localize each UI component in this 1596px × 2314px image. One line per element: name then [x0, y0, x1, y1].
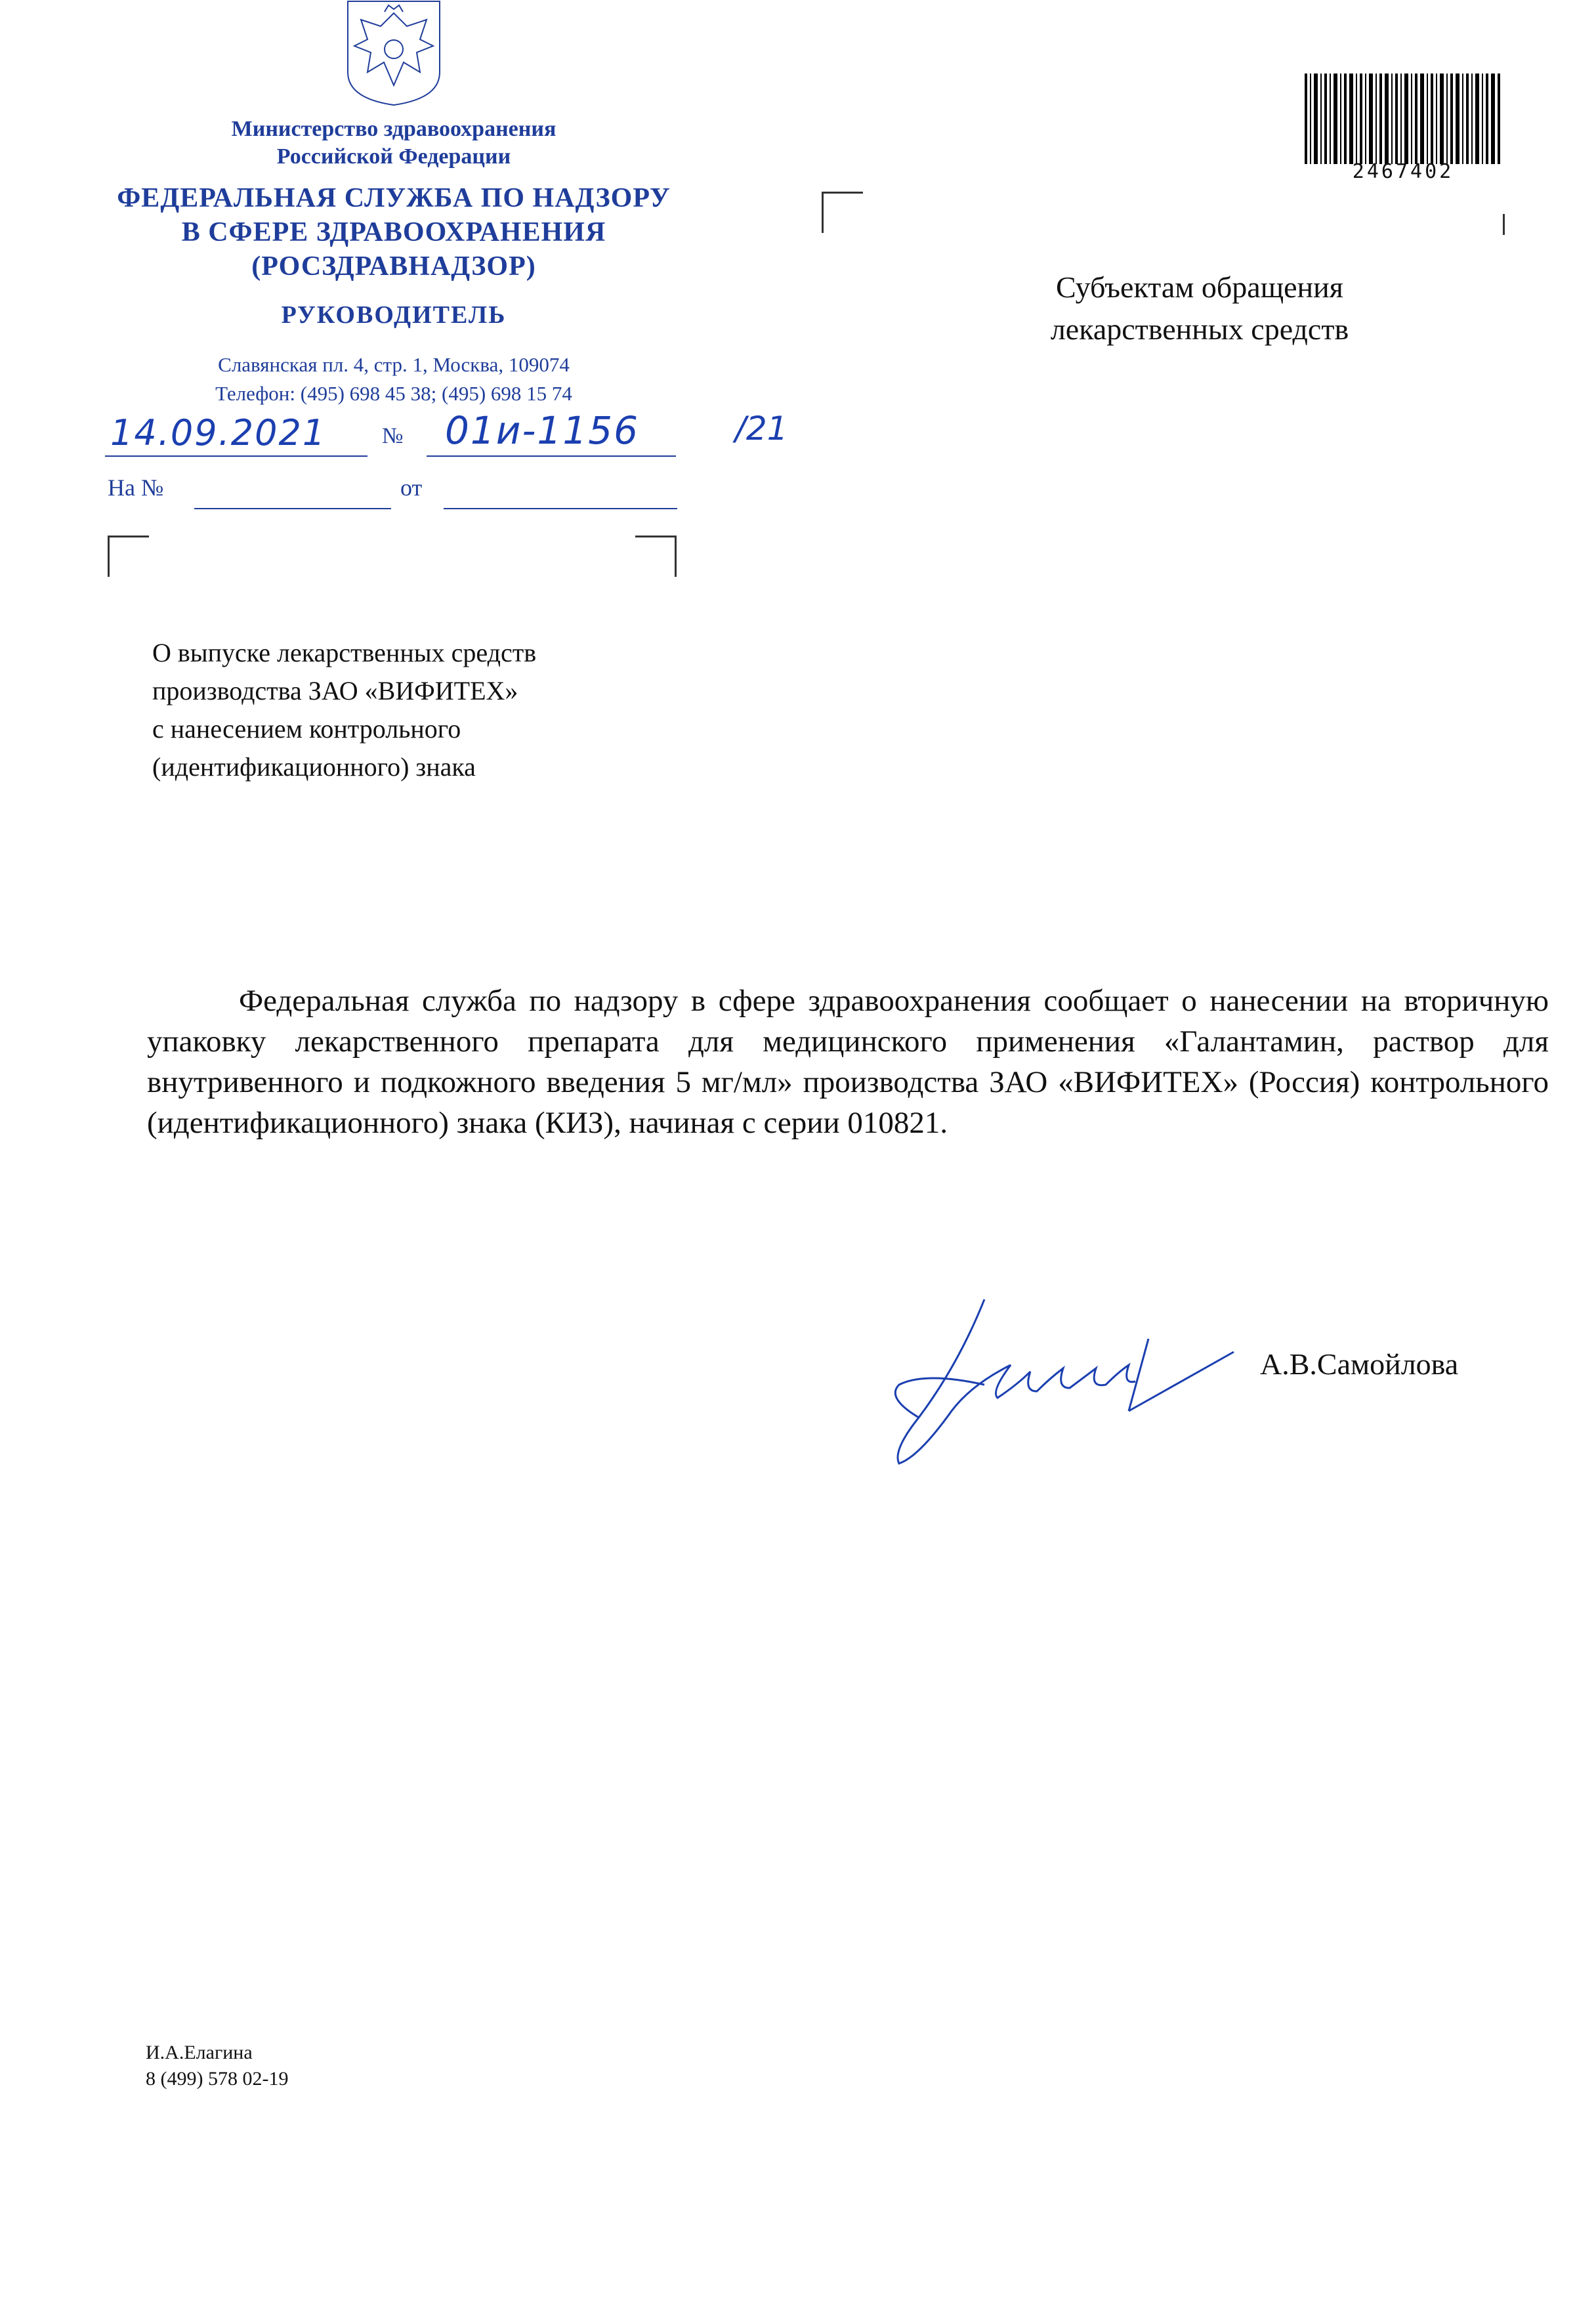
recipient-block [1003, 266, 1396, 350]
reply-number-label: На № [108, 474, 164, 501]
position-title: РУКОВОДИТЕЛЬ [281, 301, 507, 329]
signer-name: А.В.Самойлова [1260, 1347, 1459, 1381]
service-line-1: ФЕДЕРАЛЬНАЯ СЛУЖБА ПО НАДЗОРУ [117, 183, 671, 213]
executor-name: И.А.Елагина [146, 2042, 253, 2063]
coat-of-arms-icon [341, 0, 446, 106]
service-name [85, 181, 702, 284]
ministry-line-2: Российской Федерации [276, 144, 511, 169]
service-line-3: (РОСЗДРАВНАДЗОР) [251, 251, 536, 282]
service-line-2: В СФЕРЕ ЗДРАВООХРАНЕНИЯ [181, 217, 606, 247]
corner-mark-top-right [635, 536, 677, 577]
number-underline [427, 455, 676, 457]
subject-line-2: производства ЗАО «ВИФИТЕХ» [152, 676, 518, 705]
reply-date-field [444, 508, 677, 509]
date-underline [105, 455, 368, 457]
ministry-name [164, 116, 623, 171]
subject-line-4: (идентификационного) знака [152, 752, 476, 782]
body-paragraph: Федеральная служба по надзору в сфере здравоохранения сообщает о нанесении на вторичную упаковку лекарственного препарата для медицинского применения «Галантамин, раствор для внутривенного и подкожного введения 5 мг/мл» производства ЗАО «ВИФИТЕХ» (Россия) контрольного (идентификационного) знака (КИЗ), начиная с серии 010821. [147, 984, 1549, 1140]
corner-mark-top-left [108, 536, 149, 577]
letterhead-address-block [131, 350, 656, 408]
corner-mark-recipient [822, 192, 863, 233]
number-sign: № [382, 424, 404, 448]
subject-line-3: с нанесением контрольного [152, 714, 461, 744]
executor-phone: 8 (499) 578 02-19 [146, 2068, 289, 2090]
registration-number: 01и-1156 [445, 408, 640, 453]
reply-from-label: от [400, 474, 423, 501]
recipient-line-1: Субъектам обращения [1056, 270, 1343, 304]
subject-line-1: О выпуске лекарственных средств [152, 638, 537, 667]
executor-block [146, 2040, 288, 2092]
reply-number-field [194, 508, 391, 509]
handwritten-signature [879, 1286, 1247, 1470]
subject-block [152, 634, 536, 786]
ministry-line-1: Министерство здравоохранения [231, 117, 556, 141]
barcode-number: 2467402 [1352, 160, 1454, 183]
recipient-line-2: лекарственных средств [1050, 312, 1349, 346]
registration-suffix: /21 [735, 410, 788, 448]
phone: Телефон: (495) 698 45 38; (495) 698 15 74 [215, 382, 572, 405]
barcode-icon [1305, 74, 1502, 164]
corner-mark-recipient-right [1503, 214, 1505, 235]
registration-date: 14.09.2021 [110, 412, 327, 453]
address: Славянская пл. 4, стр. 1, Москва, 109074 [218, 353, 570, 376]
